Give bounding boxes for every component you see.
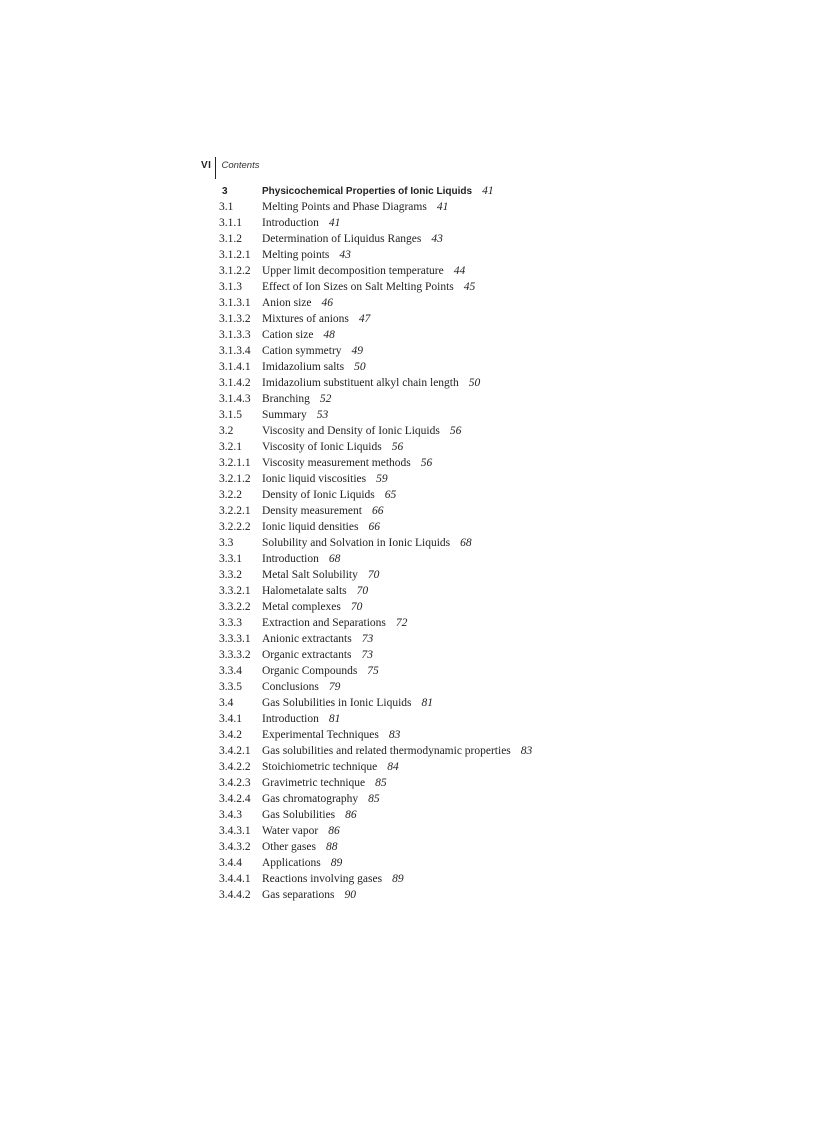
toc-entry (219, 311, 532, 327)
toc-entry-page: 56 (449, 425, 462, 437)
toc-entry (219, 391, 532, 407)
toc-entry (219, 551, 532, 567)
toc-entry-title: Applications (262, 857, 321, 869)
toc-entry (219, 583, 532, 599)
toc-entry-number: 3.4.1 (219, 713, 242, 725)
toc-entry-page: 81 (421, 697, 433, 709)
toc-entry (219, 359, 532, 375)
toc-entry-number: 3.4.4 (219, 857, 242, 869)
toc-entry-page: 73 (361, 633, 374, 645)
toc-entry (219, 775, 532, 791)
table-of-contents (219, 183, 532, 903)
toc-entry-number: 3.4.2.3 (219, 777, 251, 789)
toc-entry-title: Physicochemical Properties of Ionic Liquids (262, 186, 473, 197)
toc-entry-number: 3.3.2.1 (219, 585, 251, 597)
toc-entry-number: 3.4.2 (219, 729, 242, 741)
toc-entry-page: 90 (344, 889, 356, 901)
toc-entry-page: 45 (463, 281, 476, 293)
toc-entry-title: Gas separations (262, 889, 335, 901)
toc-entry-title: Organic extractants (262, 649, 352, 661)
toc-entry-title: Mixtures of anions (262, 313, 349, 325)
toc-entry-page: 68 (460, 537, 472, 549)
toc-entry-page: 86 (345, 809, 357, 821)
toc-entry-number: 3.1.3.4 (219, 345, 251, 357)
toc-entry-number: 3.1.3 (219, 281, 242, 293)
toc-entry-title: Density of Ionic Liquids (262, 489, 375, 501)
toc-entry-title: Viscosity measurement methods (262, 457, 411, 469)
toc-entry-page: 83 (388, 729, 401, 741)
toc-entry-title: Melting points (262, 249, 330, 261)
toc-entry-page: 44 (453, 265, 466, 277)
toc-entry-page: 89 (330, 857, 343, 869)
toc-entry-title: Metal complexes (262, 601, 341, 613)
toc-entry-page: 68 (328, 553, 341, 565)
toc-entry-page: 56 (420, 457, 433, 469)
toc-entry-number: 3.1.1 (219, 217, 242, 229)
toc-entry-page: 88 (325, 841, 338, 853)
toc-entry-page: 56 (391, 441, 404, 453)
toc-entry (219, 871, 532, 887)
toc-entry (219, 519, 532, 535)
toc-entry-title: Imidazolium salts (262, 361, 345, 373)
toc-entry-number: 3.2.2.1 (219, 505, 251, 517)
toc-entry-page: 66 (368, 521, 380, 533)
toc-entry-title: Introduction (262, 713, 319, 725)
toc-entry-title: Gas solubilities and related thermodynamic properties (262, 745, 511, 757)
toc-entry-page: 50 (354, 361, 366, 373)
toc-entry-number: 3.3.2 (219, 569, 242, 581)
toc-entry-title: Organic Compounds (262, 665, 358, 677)
toc-entry-page: 46 (321, 297, 334, 309)
toc-entry-title: Melting Points and Phase Diagrams (262, 201, 427, 213)
toc-entry-number: 3.3 (219, 537, 234, 549)
toc-entry (219, 695, 532, 711)
toc-entry-number: 3.3.3.1 (219, 633, 251, 645)
toc-entry-title: Cation symmetry (262, 345, 342, 357)
toc-entry (219, 407, 532, 423)
toc-entry-title: Summary (262, 409, 307, 421)
toc-entry-page: 70 (367, 569, 380, 581)
toc-entry-number: 3.2.1 (219, 441, 242, 453)
toc-entry-number: 3.4.3 (219, 809, 242, 821)
toc-entry-page: 52 (319, 393, 332, 405)
toc-entry-page: 49 (351, 345, 364, 357)
toc-entry (219, 807, 532, 823)
toc-entry (219, 439, 532, 455)
toc-entry-number: 3.4.3.2 (219, 841, 251, 853)
toc-entry-number: 3.2 (219, 425, 234, 437)
toc-entry-page: 81 (328, 713, 341, 725)
toc-entry-title: Anionic extractants (262, 633, 352, 645)
running-head-title: Contents (221, 160, 260, 171)
toc-entry-title: Introduction (262, 553, 319, 565)
toc-entry (219, 503, 532, 519)
toc-entry-page: 70 (350, 601, 363, 613)
toc-entry-page: 41 (328, 217, 341, 229)
toc-entry (219, 663, 532, 679)
toc-entry (219, 759, 532, 775)
toc-entry-page: 75 (367, 665, 379, 677)
toc-entry-title: Upper limit decomposition temperature (262, 265, 444, 277)
toc-entry-page: 66 (371, 505, 384, 517)
toc-entry-page: 43 (431, 233, 443, 245)
toc-entry-title: Gravimetric technique (262, 777, 366, 789)
toc-entry-title: Extraction and Separations (262, 617, 386, 629)
toc-entry-page: 47 (358, 313, 371, 325)
toc-entry-title: Cation size (262, 329, 314, 341)
toc-entry (219, 423, 532, 439)
running-head (201, 157, 259, 183)
toc-entry (219, 647, 532, 663)
toc-entry-title: Imidazolium substituent alkyl chain length (262, 377, 459, 389)
toc-entry-number: 3.2.2.2 (219, 521, 251, 533)
toc-entry (219, 295, 532, 311)
toc-entry (219, 343, 532, 359)
toc-entry-page: 41 (436, 201, 449, 213)
toc-entry-number: 3.4.4.2 (219, 889, 251, 901)
toc-entry (219, 743, 532, 759)
toc-entry-title: Branching (262, 393, 310, 405)
toc-entry-title: Density measurement (262, 505, 362, 517)
toc-entry (219, 679, 532, 695)
toc-entry-title: Halometalate salts (262, 585, 347, 597)
toc-entry-title: Viscosity of Ionic Liquids (262, 441, 382, 453)
toc-entry (219, 823, 532, 839)
toc-entry-title: Anion size (262, 297, 312, 309)
toc-entry-page: 83 (520, 745, 533, 757)
toc-entry-title: Metal Salt Solubility (262, 569, 358, 581)
toc-entry (219, 471, 532, 487)
toc-entry-number: 3.2.2 (219, 489, 242, 501)
toc-entry-number: 3.4.2.2 (219, 761, 251, 773)
toc-entry (219, 375, 532, 391)
toc-entry-number: 3.3.4 (219, 665, 242, 677)
toc-entry-number: 3.1.3.2 (219, 313, 251, 325)
toc-entry (219, 887, 532, 903)
toc-entry-title: Experimental Techniques (262, 729, 379, 741)
toc-entry-number: 3.3.3 (219, 617, 242, 629)
toc-entry-page: 86 (328, 825, 340, 837)
toc-entry-title: Viscosity and Density of Ionic Liquids (262, 425, 440, 437)
toc-entry (219, 231, 532, 247)
toc-entry (219, 263, 532, 279)
toc-entry-page: 85 (375, 777, 387, 789)
toc-entry-title: Stoichiometric technique (262, 761, 378, 773)
toc-entry-number: 3.3.1 (219, 553, 242, 565)
toc-entry-page: 48 (323, 329, 335, 341)
toc-entry-number: 3.3.2.2 (219, 601, 251, 613)
toc-entry-number: 3.4 (219, 697, 234, 709)
toc-entry (219, 615, 532, 631)
toc-entry-title: Other gases (262, 841, 316, 853)
toc-entry-page: 41 (482, 185, 494, 197)
toc-entry-page: 65 (384, 489, 397, 501)
toc-entry-page: 53 (316, 409, 329, 421)
toc-entry-number: 3.2.1.1 (219, 457, 251, 469)
toc-entry-title: Reactions involving gases (262, 873, 383, 885)
toc-entry-number: 3.1.3.1 (219, 297, 251, 309)
toc-entry (219, 455, 532, 471)
page-number: VI (201, 160, 212, 171)
toc-entry-number: 3.1.4.1 (219, 361, 251, 373)
toc-entry-title: Gas chromatography (262, 793, 359, 805)
toc-entry (219, 327, 532, 343)
toc-entry (219, 199, 532, 215)
toc-entry-page: 79 (328, 681, 341, 693)
toc-entry-title: Effect of Ion Sizes on Salt Melting Points (262, 281, 454, 293)
toc-entry (219, 535, 532, 551)
toc-entry-number: 3.1 (219, 201, 234, 213)
toc-entry-number: 3.1.4.2 (219, 377, 251, 389)
toc-entry-number: 3.1.4.3 (219, 393, 251, 405)
toc-entry-title: Gas Solubilities in Ionic Liquids (262, 697, 412, 709)
toc-chapter-entry (219, 183, 532, 199)
toc-entry-title: Introduction (262, 217, 319, 229)
toc-entry (219, 599, 532, 615)
toc-entry-title: Solubility and Solvation in Ionic Liquids (262, 537, 451, 549)
toc-entry (219, 487, 532, 503)
toc-entry-title: Conclusions (262, 681, 319, 693)
toc-entry-number: 3.1.5 (219, 409, 242, 421)
toc-entry-number: 3.4.2.1 (219, 745, 251, 757)
toc-entry-number: 3.4.2.4 (219, 793, 251, 805)
toc-entry-number: 3.1.2.1 (219, 249, 251, 261)
toc-entry (219, 247, 532, 263)
toc-entry (219, 839, 532, 855)
toc-entry (219, 711, 532, 727)
toc-entry-page: 73 (361, 649, 374, 661)
toc-entry-number: 3 (222, 186, 228, 197)
toc-entry-number: 3.3.5 (219, 681, 242, 693)
toc-entry (219, 855, 532, 871)
toc-entry (219, 567, 532, 583)
toc-entry-number: 3.4.4.1 (219, 873, 251, 885)
toc-entry-page: 72 (395, 617, 408, 629)
toc-entry-page: 84 (387, 761, 399, 773)
toc-entry-title: Water vapor (262, 825, 319, 837)
toc-entry-number: 3.2.1.2 (219, 473, 251, 485)
toc-entry-title: Ionic liquid viscosities (262, 473, 367, 485)
toc-entry-page: 59 (376, 473, 388, 485)
toc-entry-number: 3.1.2.2 (219, 265, 251, 277)
toc-entry (219, 215, 532, 231)
toc-entry-number: 3.1.3.3 (219, 329, 251, 341)
toc-entry-page: 50 (468, 377, 481, 389)
toc-entry (219, 631, 532, 647)
toc-entry-page: 89 (392, 873, 404, 885)
toc-entry-number: 3.4.3.1 (219, 825, 251, 837)
toc-entry-title: Gas Solubilities (262, 809, 336, 821)
toc-entry-page: 43 (339, 249, 351, 261)
toc-entry-page: 85 (368, 793, 380, 805)
toc-entry-page: 70 (356, 585, 369, 597)
toc-entry-title: Determination of Liquidus Ranges (262, 233, 422, 245)
running-head-divider (215, 157, 216, 179)
toc-entry-number: 3.3.3.2 (219, 649, 251, 661)
toc-entry (219, 279, 532, 295)
toc-entry-number: 3.1.2 (219, 233, 242, 245)
toc-entry-title: Ionic liquid densities (262, 521, 359, 533)
toc-entry (219, 791, 532, 807)
toc-entry (219, 727, 532, 743)
